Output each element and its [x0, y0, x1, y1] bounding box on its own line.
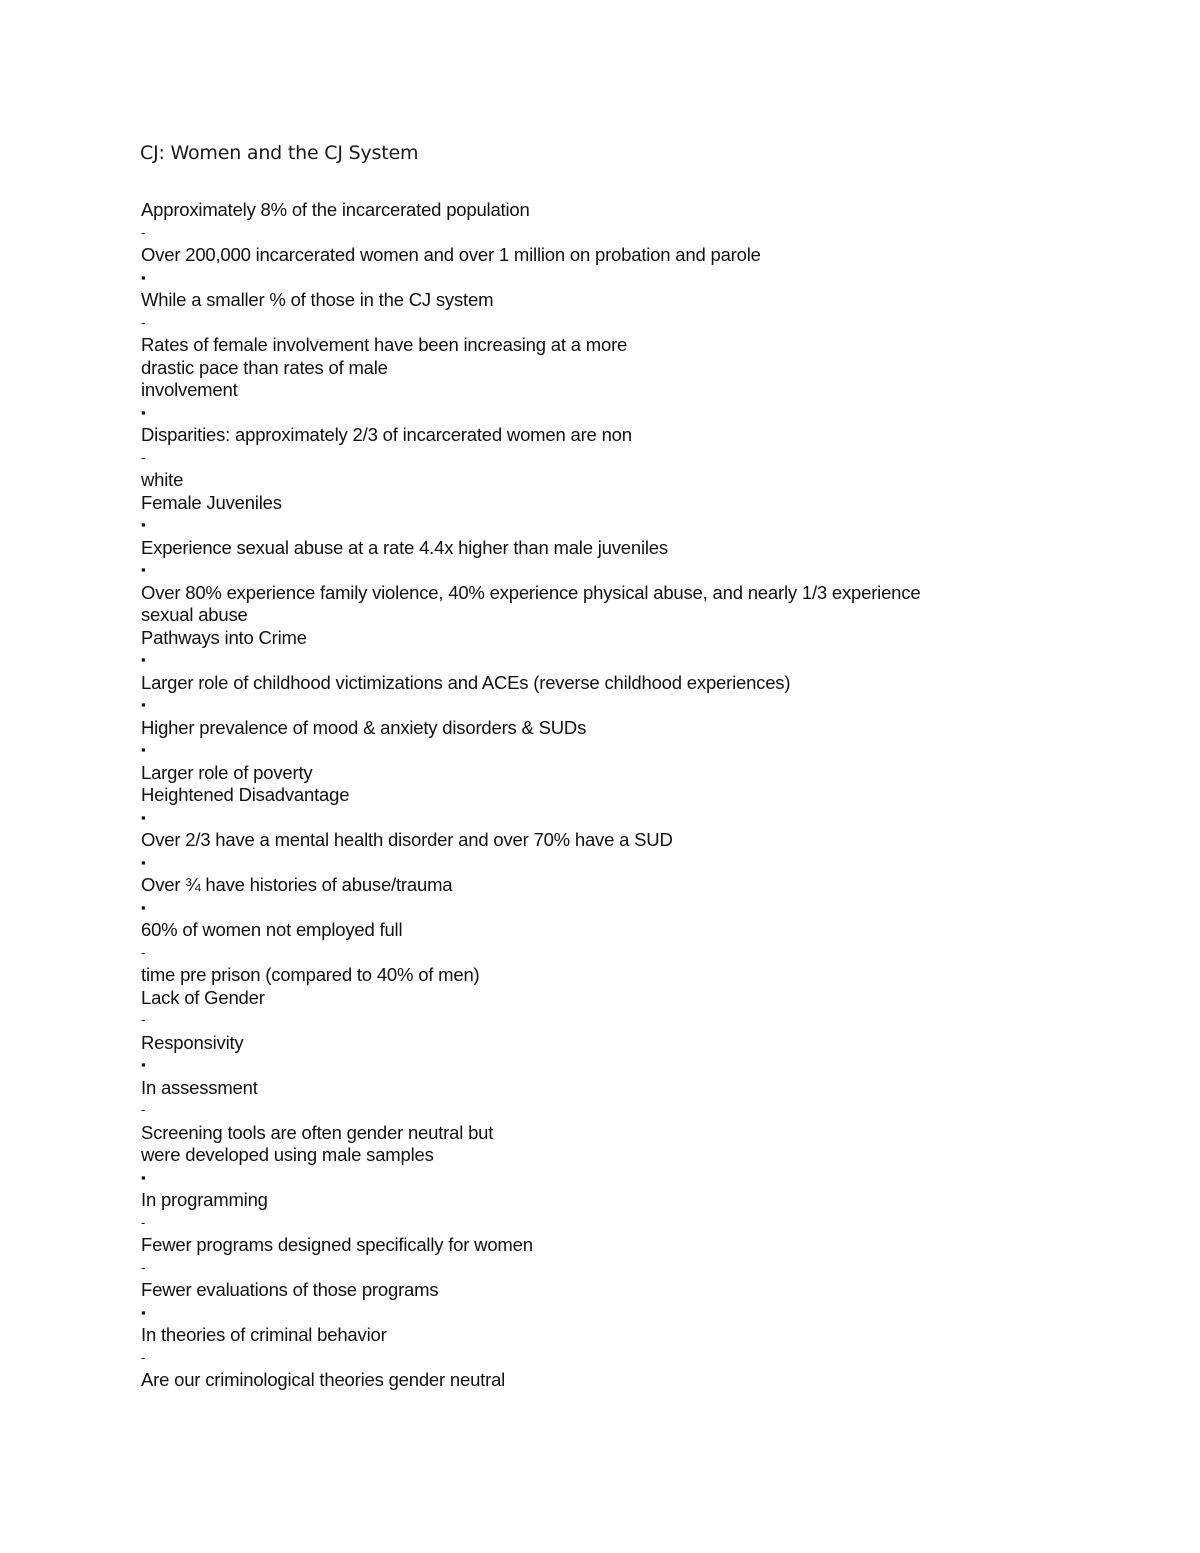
text-line: Fewer evaluations of those programs [141, 1279, 439, 1300]
text-line: sexual abuse [141, 604, 248, 625]
text-line: Pathways into Crime [141, 626, 307, 648]
bullet-marker: ▪ [141, 517, 146, 532]
document-body [141, 199, 1041, 1392]
text-line: Female Juveniles [141, 491, 282, 513]
text-line: In programming [141, 1189, 268, 1210]
dash-marker: - [141, 314, 146, 330]
bullet-marker: ▪ [141, 404, 146, 420]
bullet-marker: ▪ [141, 899, 146, 915]
text-line: Rates of female involvement have been increasing at a more [141, 334, 628, 355]
text-line: Approximately 8% of the incarcerated population [141, 199, 530, 220]
bullet-marker: ▪ [141, 1304, 146, 1320]
bullet-marker: ▪ [141, 562, 146, 577]
text-line: Lack of Gender [141, 986, 265, 1008]
bullet-marker: ▪ [141, 854, 146, 870]
dash-marker: - [141, 1349, 146, 1365]
dash-marker: - [141, 224, 146, 240]
text-line: Over 2/3 have a mental health disorder and over 70% have a SUD [141, 829, 673, 850]
text-line: Larger role of poverty [141, 761, 313, 783]
text-line: Fewer programs designed specifically for women [141, 1234, 533, 1255]
text-line: drastic pace than rates of male [141, 356, 388, 378]
text-line: In theories of criminal behavior [141, 1324, 387, 1345]
text-line: In assessment [141, 1076, 258, 1098]
document-title: CJ: Women and the CJ System [140, 142, 419, 164]
text-line: While a smaller % of those in the CJ system [141, 289, 494, 310]
text-line: Disparities: approximately 2/3 of incarcerated women are non [141, 424, 632, 445]
text-line: time pre prison (compared to 40% of men) [141, 964, 480, 985]
dash-marker: - [141, 1102, 146, 1117]
text-line: white [141, 469, 184, 490]
text-line: 60% of women not employed full [141, 919, 403, 940]
bullet-marker: ▪ [141, 742, 146, 757]
text-line: involvement [141, 379, 238, 400]
dash-marker: - [141, 1259, 146, 1275]
text-line: Screening tools are often gender neutral but [141, 1121, 494, 1143]
text-line: Over 80% experience family violence, 40% experience physical abuse, and nearly 1/3 experience [141, 581, 921, 603]
text-line: Over ¾ have histories of abuse/trauma [141, 874, 453, 895]
text-line: Over 200,000 incarcerated women and over 1 million on probation and parole [141, 244, 761, 265]
text-line: were developed using male samples [141, 1144, 434, 1165]
dash-marker: - [141, 944, 146, 960]
bullet-marker: ▪ [141, 652, 146, 667]
text-line: Responsivity [141, 1031, 244, 1053]
bullet-marker: ▪ [141, 1057, 146, 1072]
text-line: Higher prevalence of mood & anxiety disorders & SUDs [141, 716, 587, 738]
text-line: Are our criminological theories gender neutral [141, 1369, 506, 1390]
bullet-marker: ▪ [141, 697, 146, 712]
text-line: Heightened Disadvantage [141, 784, 350, 805]
dash-marker: - [141, 1012, 146, 1027]
dash-marker: - [141, 449, 146, 465]
bullet-marker: ▪ [141, 809, 146, 825]
bullet-marker: ▪ [141, 1169, 146, 1185]
dash-marker: - [141, 1214, 146, 1230]
text-line: Experience sexual abuse at a rate 4.4x higher than male juveniles [141, 536, 668, 558]
text-line: Larger role of childhood victimizations and ACEs (reverse childhood experiences) [141, 671, 791, 693]
bullet-marker: ▪ [141, 269, 146, 285]
